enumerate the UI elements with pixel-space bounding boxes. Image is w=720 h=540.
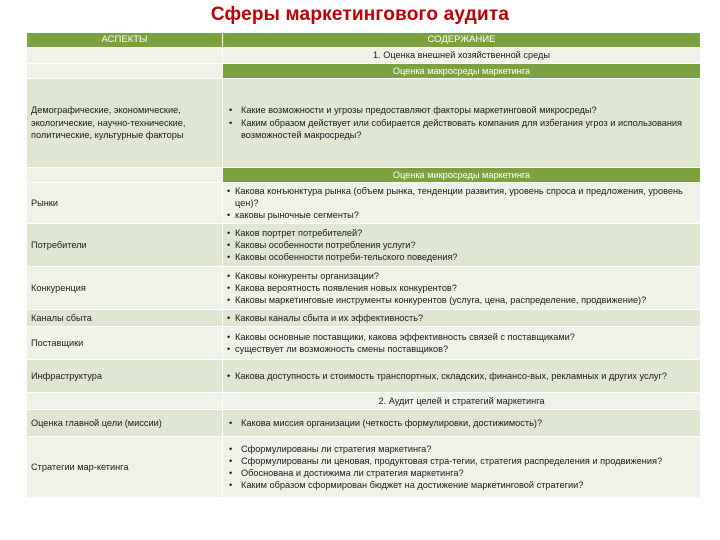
- header-aspects: АСПЕКТЫ: [27, 33, 223, 48]
- list-item: • Каков портрет потребителей?: [227, 227, 696, 239]
- section1-title: 1. Оценка внешней хозяйственной среды: [223, 48, 701, 63]
- list-item: • Какие возможности и угрозы предоставляют факторы маркетинговой микросреды?: [227, 104, 696, 116]
- aspect-infrastructure: Инфраструктура: [27, 360, 223, 393]
- list-item: • Обоснована и достижима ли стратегия маркетинга?: [227, 467, 696, 479]
- list-item: • каковы рыночные сегменты?: [227, 209, 696, 221]
- table-row: [27, 410, 701, 437]
- list-item: • Каким образом действует или собирается действовать компания для избегания угроз и использования возможностей макросреды?: [227, 117, 696, 142]
- micro-band-row: [27, 167, 701, 182]
- list-item: • существует ли возможность смены поставщиков?: [227, 343, 696, 355]
- section-title-row: [27, 48, 701, 63]
- aspect-markets: Рынки: [27, 183, 223, 224]
- list-item: • Какова миссия организации (четкость формулировки, достижимость)?: [227, 417, 696, 429]
- list-item: • Каковы особенности потребления услуги?: [227, 239, 696, 251]
- macro-band-row: [27, 63, 701, 78]
- table-row: [27, 327, 701, 360]
- aspect-strategies: Стратегии мар-кетинга: [27, 437, 223, 498]
- macro-list: [227, 104, 696, 141]
- table-row: [27, 437, 701, 498]
- list-item: • Сформулированы ли ценовая, продуктовая стра-тегии, стратегия распределения и продвижения?: [227, 455, 696, 467]
- section2-title-row: [27, 393, 701, 410]
- header-content: СОДЕРЖАНИЕ: [223, 33, 701, 48]
- list-item: • Сформулированы ли стратегия маркетинга?: [227, 443, 696, 455]
- page-title: Сферы маркетингового аудита: [210, 4, 510, 25]
- list-item: • Какова вероятность появления новых конкурентов?: [227, 282, 696, 294]
- table-header-row: [27, 33, 701, 48]
- aspect-consumers: Потребители: [27, 224, 223, 267]
- audit-table: [26, 32, 701, 498]
- list-item: • Каковы маркетинговые инструменты конкурентов (услуга, цена, распределение, продвижение)?: [227, 294, 696, 306]
- aspect-channels: Каналы сбыта: [27, 310, 223, 327]
- micro-band: Оценка микросреды маркетинга: [223, 167, 701, 182]
- macro-row: [27, 78, 701, 167]
- aspect-suppliers: Поставщики: [27, 327, 223, 360]
- list-item: • Каковы основные поставщики, какова эффективность связей с поставщиками?: [227, 331, 696, 343]
- section2-title: 2. Аудит целей и стратегий маркетинга: [223, 393, 701, 410]
- list-item: • Каковы конкуренты организации?: [227, 270, 696, 282]
- table-row: [27, 183, 701, 224]
- macro-aspect: Демографические, экономические, экологические, научно-технические, политические, культурные факторы: [27, 78, 223, 167]
- table-row: [27, 267, 701, 310]
- list-item: • Каким образом сформирован бюджет на достижение маркетинговой стратегии?: [227, 479, 696, 491]
- table-row: [27, 224, 701, 267]
- list-item: • Какова конъюнктура рынка (объем рынка, тенденции развития, уровень спроса и предложения, уровень цен)?: [227, 185, 696, 210]
- macro-band: Оценка макросреды маркетинга: [223, 63, 701, 78]
- list-item: • Какова доступность и стоимость транспортных, складских, финансо-вых, рекламных и других услуг?: [227, 370, 696, 382]
- aspect-competition: Конкуренция: [27, 267, 223, 310]
- table-row: [27, 360, 701, 393]
- table-row: [27, 310, 701, 327]
- list-item: • Каковы каналы сбыта и их эффективность?: [227, 312, 696, 324]
- aspect-mission: Оценка главной цели (миссии): [27, 410, 223, 437]
- list-item: • Каковы особенности потреби-тельского поведения?: [227, 251, 696, 263]
